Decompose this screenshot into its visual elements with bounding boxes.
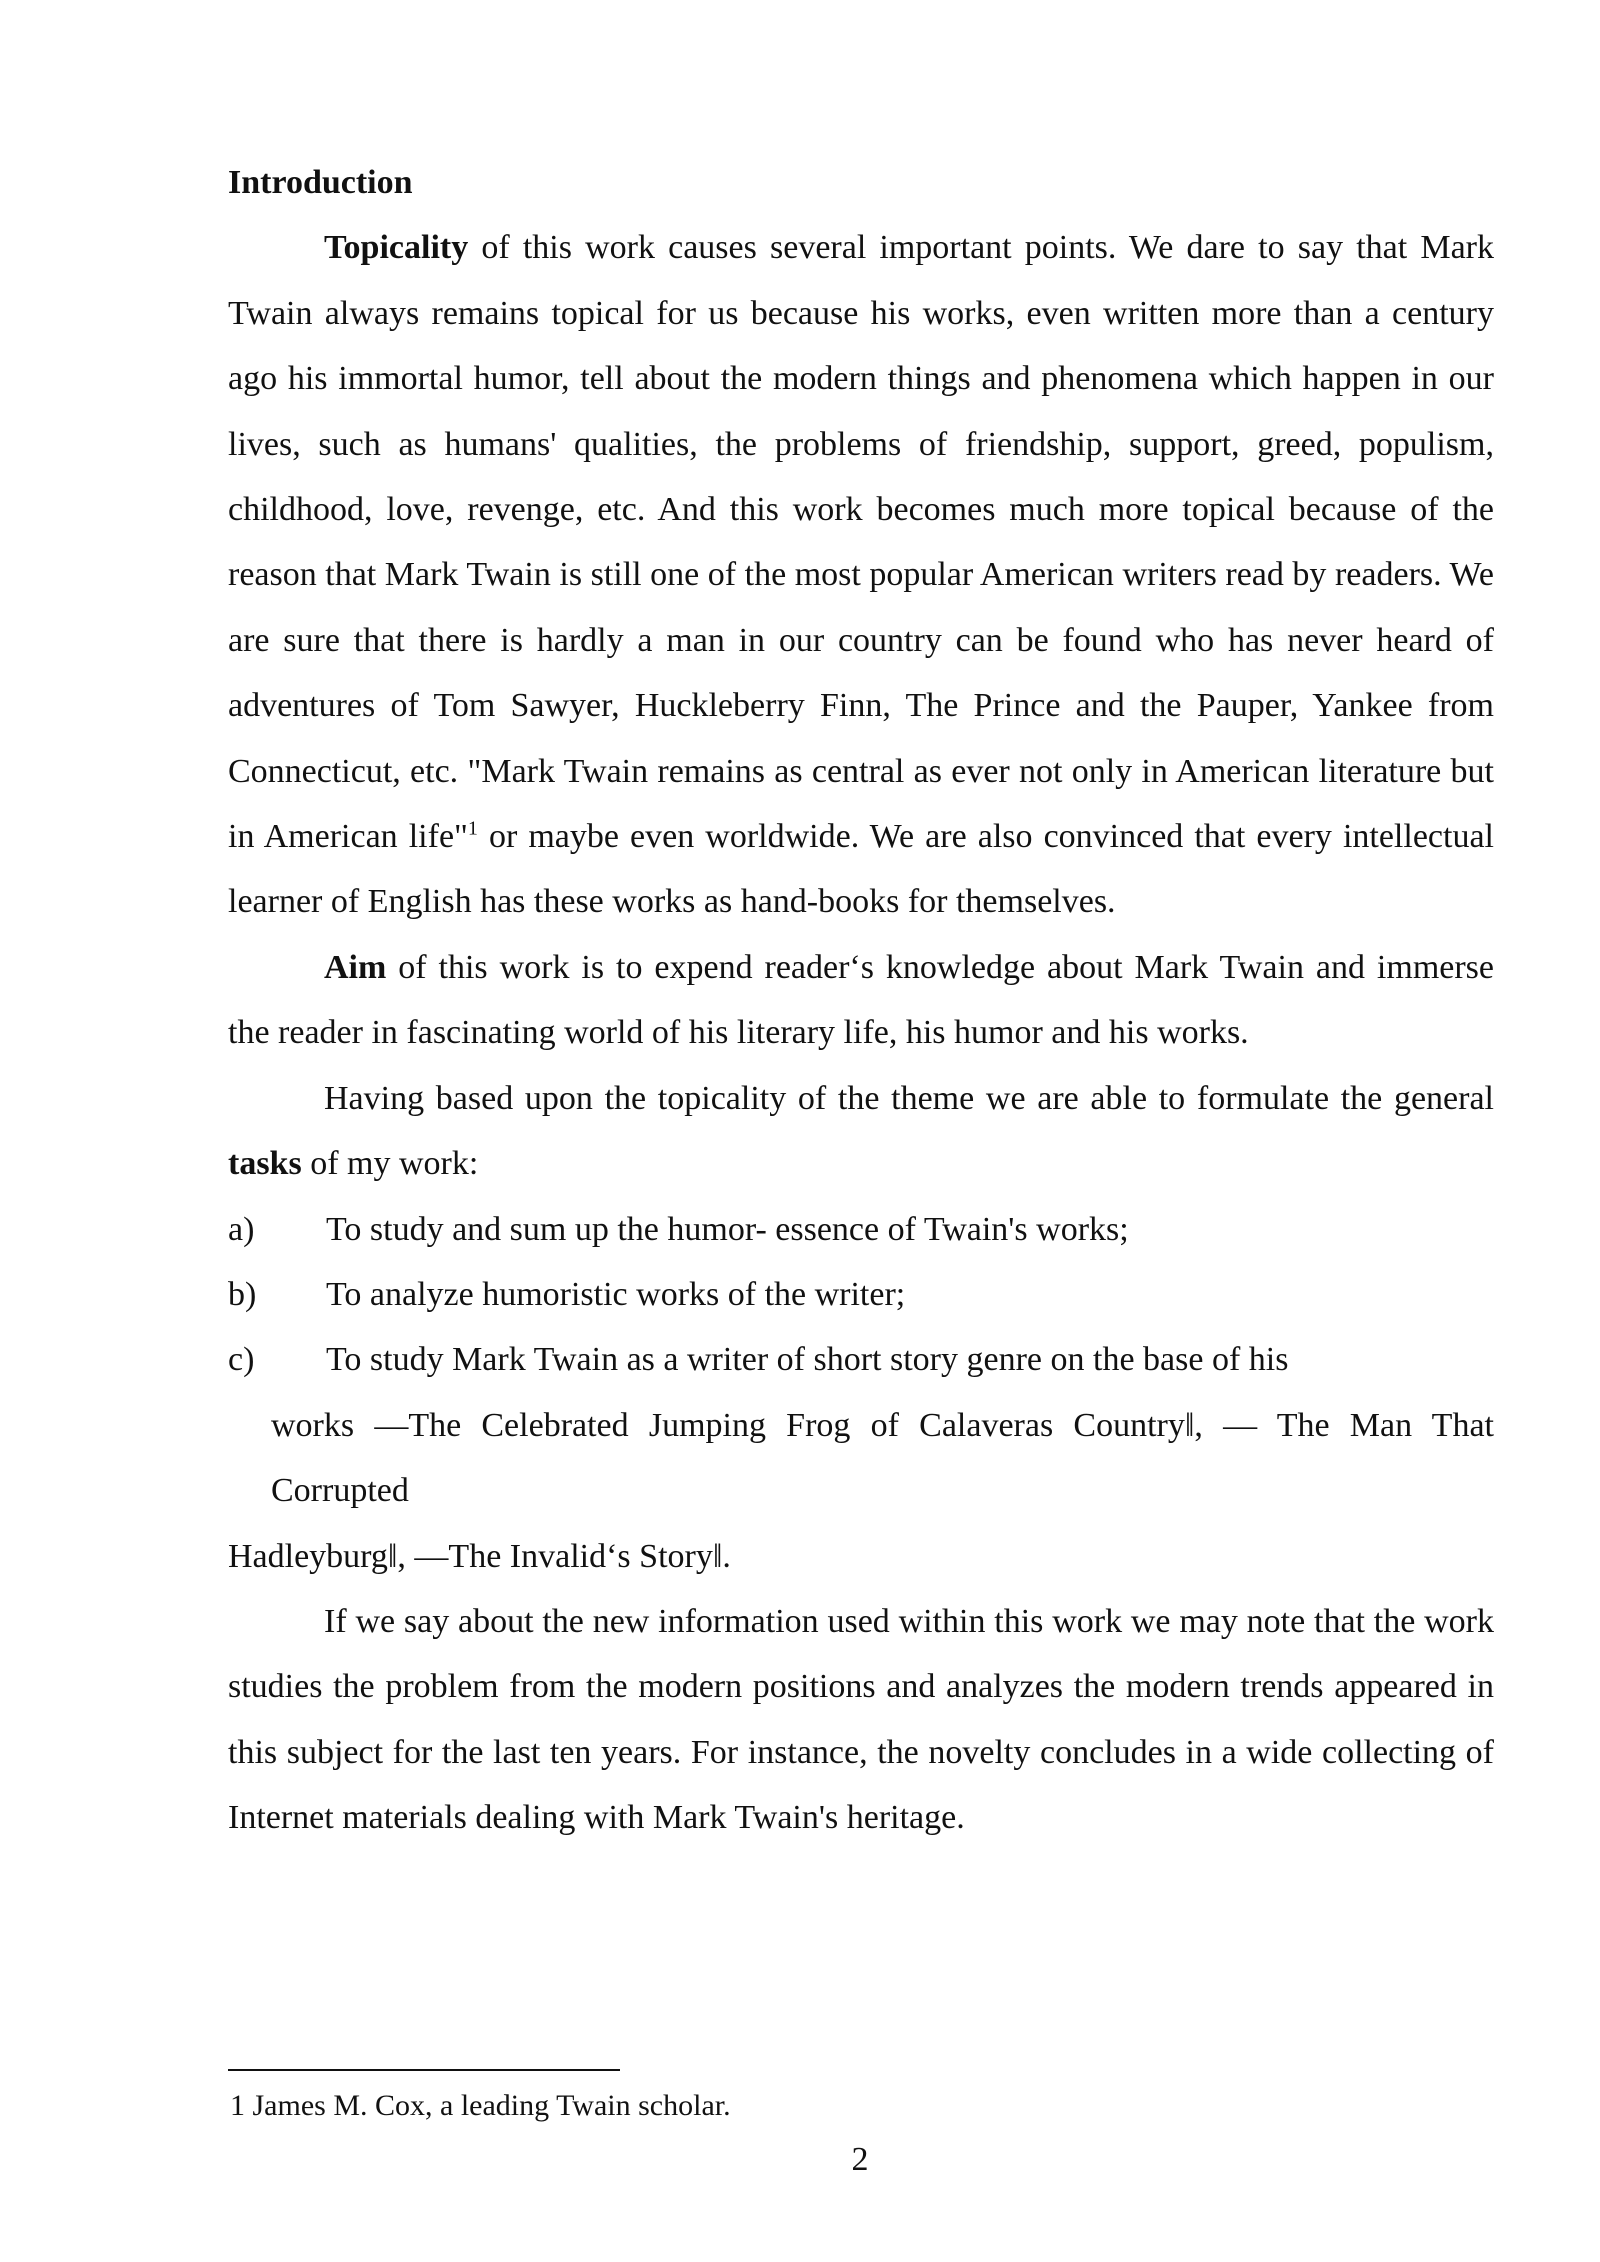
list-marker: c) — [228, 1341, 255, 1379]
tasks-intro-end: of my work: — [301, 1145, 479, 1183]
tasks-intro-text: Having based upon the topicality of the theme we are able to formulate the general — [324, 1079, 1494, 1117]
topicality-text: of this work causes several important points. We dare to say that Mark Twain always remains topical for us because his works, even written more than a century ago his immortal humor, tell about the modern things and phenomena which happen in our lives, such as humans' qualities, the problems of friendship, support, greed, populism, childhood, love, revenge, etc. And this work becomes much more topical because of the reason that Mark Twain is still one of the most popular American writers read by readers. We are sure that there is hardly a man in our country can be found who has never heard of adventures of Tom Sawyer, Huckleberry Finn, The Prince and the Pauper, Yankee from Connecticut, etc. "Mark Twain remains as central as ever not only in American literature but in American life" — [228, 229, 1494, 856]
list-marker: b) — [228, 1275, 257, 1313]
footnote: 1 James M. Cox, a leading Twain scholar. — [230, 2089, 731, 2122]
topicality-paragraph — [228, 215, 1494, 934]
aim-text: of this work is to expend reader‘s knowledge about Mark Twain and immerse the reader in fascinating world of his literary life, his humor and his works. — [228, 948, 1494, 1052]
list-item-text: To study Mark Twain as a writer of short story genre on the base of his — [326, 1341, 1289, 1379]
topicality-text-continued: or maybe even worldwide. We are also convinced that every intellectual learner of English has these works as hand-books for themselves. — [228, 818, 1494, 921]
footnote-reference: 1 — [467, 817, 478, 840]
list-marker: a) — [228, 1210, 255, 1248]
list-item-text: To study and sum up the humor- essence of Twain's works; — [326, 1210, 1129, 1248]
topicality-label: Topicality — [324, 229, 469, 267]
tasks-intro-paragraph — [228, 1066, 1494, 1197]
task-c-continuation: works ―The Celebrated Jumping Frog of Calaveras Country‖, ― The Man That Corrupted — [271, 1406, 1494, 1510]
aim-paragraph — [228, 935, 1494, 1066]
page-number: 2 — [851, 2141, 869, 2178]
tasks-label: tasks — [228, 1145, 302, 1183]
document-body — [228, 150, 1494, 1851]
task-item-b — [228, 1262, 1494, 1327]
task-item-a — [228, 1197, 1494, 1262]
novelty-paragraph: If we say about the new information used within this work we may note that the work studies the problem from the modern positions and analyzes the modern trends appeared in this subject for the last ten years. For instance, the novelty concludes in a wide collecting of Internet materials dealing with Mark Twain's heritage. — [228, 1602, 1494, 1837]
list-item-text: To analyze humoristic works of the writer; — [326, 1275, 906, 1313]
task-c-end: Hadleyburg‖, ―The Invalid‘s Story‖. — [228, 1537, 731, 1575]
section-heading: Introduction — [228, 164, 413, 201]
aim-label: Aim — [324, 948, 387, 986]
task-item-c — [228, 1327, 1494, 1392]
footnote-separator — [228, 2069, 620, 2071]
